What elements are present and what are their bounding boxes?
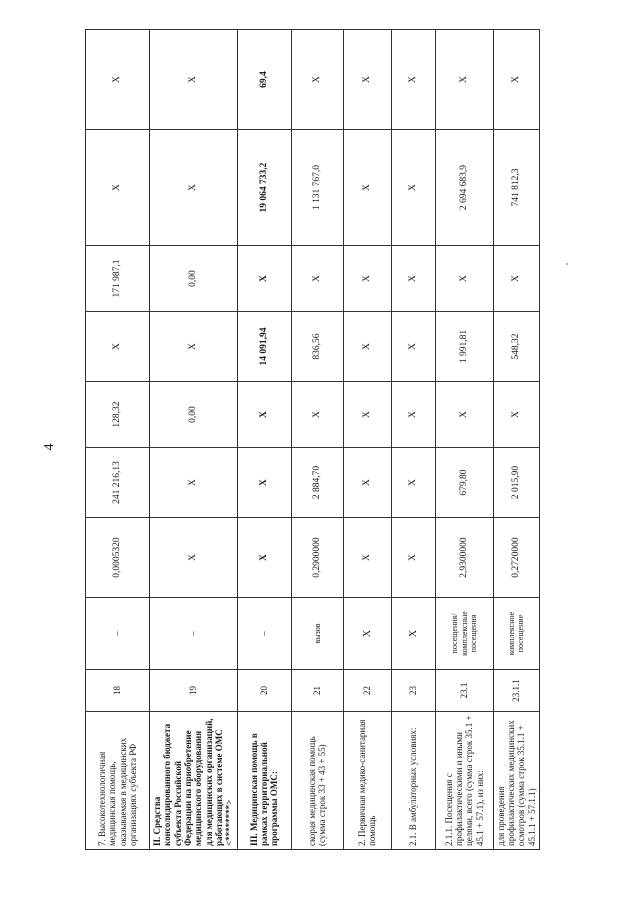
table-row (86, 30, 150, 850)
row-percent: X (343, 30, 391, 130)
row-cost-norm: X (343, 448, 391, 518)
row-total-oms: X (86, 130, 150, 246)
row-total-oms: 2 694 683,9 (435, 130, 493, 246)
row-per-capita-oms: 14 091,94 (237, 312, 291, 382)
table-row (435, 30, 493, 850)
rotated-table-frame (85, 30, 535, 850)
row-percent: X (291, 30, 343, 130)
row-per-capita-budget: X (343, 382, 391, 448)
row-volume-norm: X (343, 518, 391, 598)
row-total-budget: X (435, 246, 493, 312)
row-total-oms: 1 131 767,0 (291, 130, 343, 246)
row-unit: – (237, 598, 291, 670)
row-total-budget: 0,00 (150, 246, 238, 312)
financing-table (85, 29, 540, 850)
row-cost-norm: X (237, 448, 291, 518)
row-unit: комплексное посещение (493, 598, 539, 670)
table-row (237, 30, 291, 850)
row-volume-norm: 0,2720000 (493, 518, 539, 598)
row-line-number: 20 (237, 670, 291, 712)
row-line-number: 19 (150, 670, 238, 712)
row-cost-norm: 2 015,90 (493, 448, 539, 518)
row-per-capita-budget: X (391, 382, 435, 448)
table-row (150, 30, 238, 850)
page-number: 4 (42, 443, 57, 451)
row-line-number: 23.1 (435, 670, 493, 712)
row-unit: – (86, 598, 150, 670)
row-volume-norm: 0,0005320 (86, 518, 150, 598)
row-total-oms: 19 064 733,2 (237, 130, 291, 246)
row-line-number: 22 (343, 670, 391, 712)
row-unit: посещения/комплексные посещения (435, 598, 493, 670)
row-volume-norm: X (391, 518, 435, 598)
row-volume-norm: 2,9300000 (435, 518, 493, 598)
row-total-oms: 741 812,3 (493, 130, 539, 246)
row-volume-norm: 0,2900000 (291, 518, 343, 598)
row-percent: 69,4 (237, 30, 291, 130)
row-name: 2.1.1. Посещения с профилактическими и иными целями, всего (сумма строк 35.1 + 45.1 + 57.1), из них: (435, 712, 493, 850)
row-name: 2. Первичная медико-санитарная помощь (343, 712, 391, 850)
row-per-capita-budget: 0,00 (150, 382, 238, 448)
row-total-budget: X (343, 246, 391, 312)
table-row (291, 30, 343, 850)
row-name: 7. Высокотехнологичная медицинская помощь, оказываемая в медицинских организациях субъекта РФ (86, 712, 150, 850)
row-percent: X (391, 30, 435, 130)
table-row (493, 30, 539, 850)
row-name: скорая медицинская помощь (сумма строк 33 + 43 + 55) (291, 712, 343, 850)
row-cost-norm: 679,80 (435, 448, 493, 518)
row-per-capita-oms: X (343, 312, 391, 382)
row-cost-norm: X (150, 448, 238, 518)
row-per-capita-budget: 128,32 (86, 382, 150, 448)
row-percent: X (435, 30, 493, 130)
row-cost-norm: X (391, 448, 435, 518)
row-total-budget: X (237, 246, 291, 312)
row-total-budget: 171 987,1 (86, 246, 150, 312)
row-per-capita-oms: X (391, 312, 435, 382)
row-unit: X (343, 598, 391, 670)
row-line-number: 18 (86, 670, 150, 712)
row-total-oms: X (391, 130, 435, 246)
row-total-budget: X (493, 246, 539, 312)
row-percent: X (86, 30, 150, 130)
table-row (343, 30, 391, 850)
row-line-number: 23.1.1 (493, 670, 539, 712)
row-name: II. Средства консолидированного бюджета субъекта Российской Федерации на приобретение медицинского оборудования для медицинских организаций, работающих в системе ОМС <********> (150, 712, 238, 850)
row-cost-norm: 241 216,13 (86, 448, 150, 518)
row-per-capita-oms: 836,56 (291, 312, 343, 382)
row-percent: X (150, 30, 238, 130)
row-total-budget: X (291, 246, 343, 312)
row-per-capita-oms: X (86, 312, 150, 382)
row-volume-norm: X (150, 518, 238, 598)
row-per-capita-budget: X (493, 382, 539, 448)
rotated-table-container (85, 30, 535, 850)
row-unit: – (150, 598, 238, 670)
row-unit: вызов (291, 598, 343, 670)
row-line-number: 23 (391, 670, 435, 712)
row-per-capita-budget: X (291, 382, 343, 448)
row-total-oms: X (343, 130, 391, 246)
row-total-oms: X (150, 130, 238, 246)
row-line-number: 21 (291, 670, 343, 712)
row-per-capita-oms: X (150, 312, 238, 382)
row-unit: X (391, 598, 435, 670)
row-name: для проведения профилактических медицинских осмотров (сумма строк 35.1.1 + 45.1.1 + 57.1.1) (493, 712, 539, 850)
row-cost-norm: 2 884,70 (291, 448, 343, 518)
scan-speck (566, 263, 568, 265)
row-per-capita-budget: X (435, 382, 493, 448)
row-total-budget: X (391, 246, 435, 312)
row-per-capita-budget: X (237, 382, 291, 448)
row-per-capita-oms: 1 991,81 (435, 312, 493, 382)
row-percent: X (493, 30, 539, 130)
row-name: 2.1. В амбулаторных условиях: (391, 712, 435, 850)
table-row (391, 30, 435, 850)
row-volume-norm: X (237, 518, 291, 598)
row-name: III. Медицинская помощь в рамках территориальной программы ОМС: (237, 712, 291, 850)
row-per-capita-oms: 548,32 (493, 312, 539, 382)
